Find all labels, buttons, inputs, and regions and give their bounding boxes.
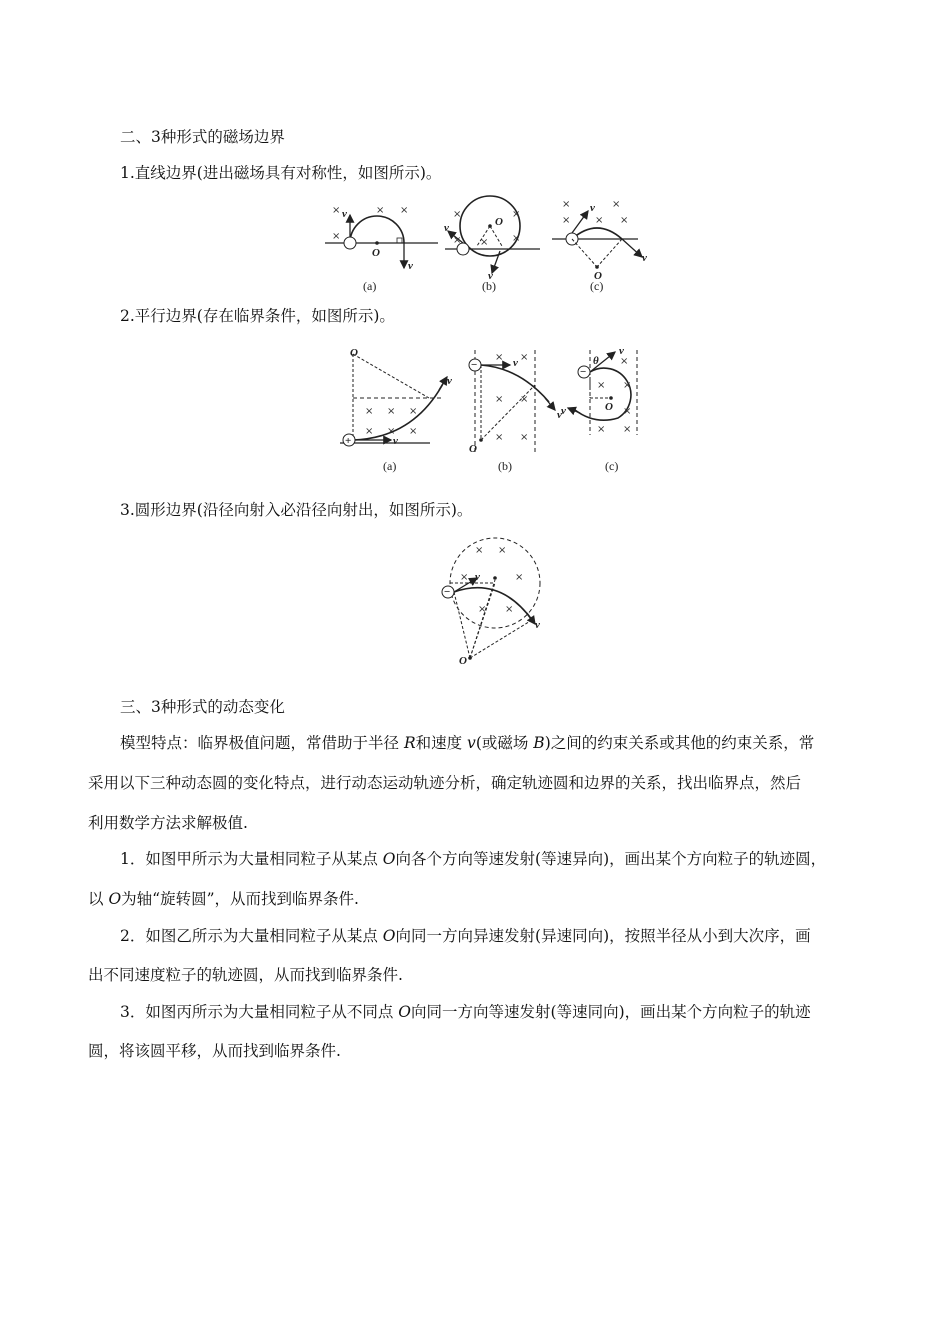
paragraph-line: 以 O为轴“旋转圆”，从而找到临界条件. — [88, 890, 359, 908]
cross-mark: × — [620, 215, 629, 226]
caption-a: (a) — [383, 459, 397, 473]
cross-mark: × — [495, 352, 504, 363]
cross-mark: × — [480, 237, 489, 248]
label-O: O — [459, 655, 467, 667]
cross-mark: × — [597, 380, 606, 391]
label-O: O — [469, 443, 477, 455]
cross-mark: × — [515, 572, 524, 583]
figure-straight-c — [552, 199, 647, 293]
figure-straight-b — [444, 196, 540, 293]
parallel-boundary-figure — [335, 340, 645, 480]
label-v: v — [642, 252, 647, 264]
cross-mark: × — [332, 231, 341, 242]
label-v: v — [475, 571, 480, 583]
caption-b: (b) — [482, 279, 496, 293]
cross-mark: × — [623, 424, 632, 435]
positive-charge-icon: + — [345, 435, 352, 447]
cross-mark: × — [365, 406, 374, 417]
cross-mark: × — [400, 205, 409, 216]
figure-parallel-a — [340, 347, 452, 473]
section-heading: 二、3种形式的磁场边界 — [120, 128, 285, 146]
label-O: O — [372, 247, 380, 259]
negative-charge-icon: − — [580, 366, 587, 378]
cross-mark: × — [512, 233, 521, 244]
negative-charge-icon: − — [471, 359, 478, 371]
label-v: v — [561, 405, 566, 417]
theta-label: θ — [593, 355, 599, 367]
cross-mark: × — [460, 572, 469, 583]
label-v: v — [408, 260, 413, 272]
label-v: v — [444, 222, 449, 234]
caption-c: (c) — [605, 459, 619, 473]
item-parallel-boundary: 2.平行边界(存在临界条件，如图所示)。 — [120, 307, 395, 325]
cross-mark: × — [623, 380, 632, 391]
cross-mark: × — [495, 394, 504, 405]
paragraph-item3: 3．如图丙所示为大量相同粒子从不同点 O向同一方向等速发射(等速同向)，画出某个方向粒子的轨迹 — [120, 1003, 811, 1021]
label-v: v — [393, 435, 398, 447]
cross-mark: × — [520, 394, 529, 405]
cross-mark: × — [453, 235, 462, 246]
label-v: v — [535, 619, 540, 631]
negative-charge-icon: − — [444, 586, 451, 598]
paragraph-line: 出不同速度粒子的轨迹圆，从而找到临界条件. — [88, 966, 403, 984]
cross-mark: × — [365, 426, 374, 437]
cross-mark: × — [478, 604, 487, 615]
paragraph-line: 圆，将该圆平移，从而找到临界条件. — [88, 1042, 341, 1060]
label-v: v — [590, 202, 595, 214]
label-O: O — [495, 216, 503, 228]
cross-mark: × — [376, 205, 385, 216]
circular-boundary-figure — [435, 528, 555, 670]
figure-parallel-b — [469, 350, 562, 473]
caption-b: (b) — [498, 459, 512, 473]
cross-mark: × — [512, 209, 521, 220]
cross-mark: × — [520, 432, 529, 443]
cross-mark: × — [387, 406, 396, 417]
label-O: O — [594, 270, 602, 282]
cross-mark: × — [495, 432, 504, 443]
cross-mark: × — [562, 215, 571, 226]
cross-mark: × — [409, 406, 418, 417]
cross-mark: × — [612, 199, 621, 210]
label-v: v — [447, 375, 452, 387]
caption-a: (a) — [363, 279, 377, 293]
label-O: O — [605, 401, 613, 413]
label-O: O — [350, 347, 358, 359]
label-v: v — [557, 409, 562, 421]
cross-mark: × — [332, 205, 341, 216]
figure-parallel-c — [561, 345, 637, 473]
paragraph-model-features: 模型特点：临界极值问题，常借助于半径 R和速度 v(或磁场 B)之间的约束关系或其他的约束关系，常 — [120, 734, 815, 752]
cross-mark: × — [595, 215, 604, 226]
item-straight-boundary: 1.直线边界(进出磁场具有对称性，如图所示)。 — [120, 164, 442, 182]
paragraph-line: 利用数学方法求解极值. — [88, 814, 248, 832]
cross-mark: × — [387, 426, 396, 437]
cross-mark: × — [409, 426, 418, 437]
label-v: v — [342, 208, 347, 220]
label-v: v — [488, 270, 493, 282]
paragraph-line: 采用以下三种动态圆的变化特点，进行动态运动轨迹分析，确定轨迹圆和边界的关系，找出临界点，然后 — [88, 774, 802, 792]
section-heading: 三、3种形式的动态变化 — [120, 698, 285, 716]
cross-mark: × — [623, 406, 632, 417]
cross-mark: × — [620, 356, 629, 367]
cross-mark: × — [475, 545, 484, 556]
label-v: v — [513, 357, 518, 369]
cross-mark: × — [505, 604, 514, 615]
cross-mark: × — [562, 199, 571, 210]
label-v: v — [619, 345, 624, 357]
cross-mark: × — [453, 209, 462, 220]
cross-mark: × — [520, 352, 529, 363]
caption-c: (c) — [590, 279, 604, 293]
item-circular-boundary: 3.圆形边界(沿径向射入必沿径向射出，如图所示)。 — [120, 501, 473, 519]
paragraph-item1: 1．如图甲所示为大量相同粒子从某点 O向各个方向等速发射(等速异向)，画出某个方向粒子的轨迹圆， — [120, 850, 827, 868]
cross-mark: × — [597, 424, 606, 435]
figure-straight-a — [325, 205, 438, 293]
straight-boundary-figure — [320, 193, 650, 297]
cross-mark: × — [498, 545, 507, 556]
paragraph-item2: 2．如图乙所示为大量相同粒子从某点 O向同一方向异速发射(异速同向)，按照半径从小到大次序，画 — [120, 927, 811, 945]
